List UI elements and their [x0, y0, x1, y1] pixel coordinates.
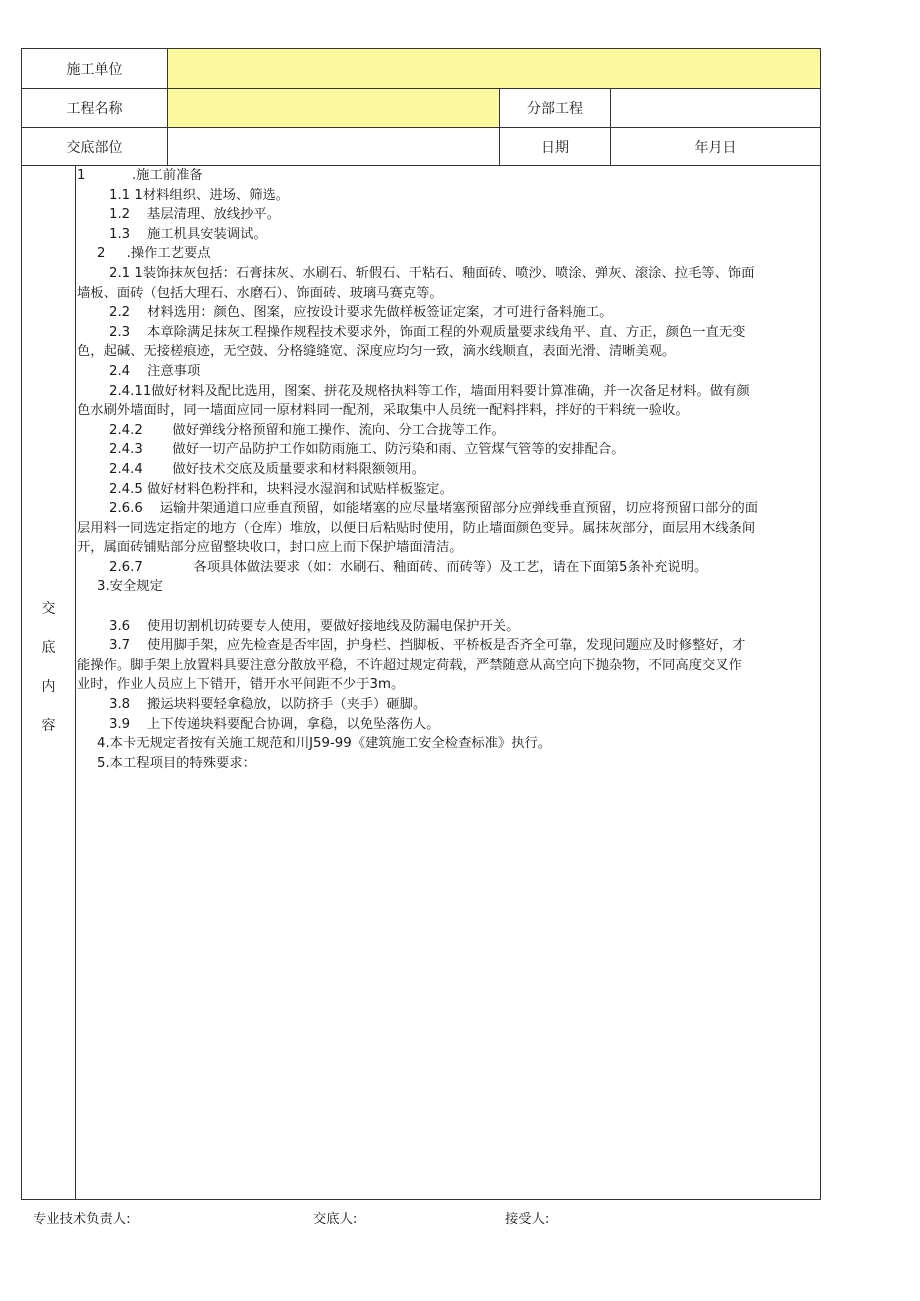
- content-line: 2.6.7 各项具体做法要求（如：水刷石、釉面砖、而砖等）及工艺，请在下面第5条补充说明。: [109, 559, 708, 575]
- content-line: 2.4.5 做好材料色粉拌和，块料浸水湿润和试贴样板鉴定。: [109, 481, 453, 497]
- content-line: 2.4.11做好材料及配比选用，图案、拼花及规格执料等工作，墙面用料要计算准确，并一次备足材料。做有颜: [109, 383, 750, 399]
- side-char: 交: [41, 601, 56, 617]
- content-line: 开，属面砖铺贴部分应留整块收口，封口应上而下保护墙面清洁。: [77, 540, 463, 556]
- content-line: 色，起碱、无接槎痕迹，无空鼓、分格缝缝宽、深度应均匀一致，滴水线顺直，表面光滑、清晰美观。: [77, 344, 676, 360]
- content-line: 墙板、面砖（包括大理石、水磨石）、饰面砖、玻璃马赛克等。: [77, 285, 443, 301]
- content-line: 4.本卡无规定者按有关施工规范和川J59-99《建筑施工安全检查标准》执行。: [97, 736, 552, 752]
- issuer-signature: 交底人:: [313, 1212, 358, 1227]
- content-line: 2.1 1装饰抹灰包括：石膏抹灰、水刷石、斩假石、干粘石、釉面砖、喷沙、喷涂、弹灰、滚涂、拉毛等、饰面: [109, 265, 755, 281]
- row-construction-unit: [22, 49, 820, 89]
- date-label: 日期: [500, 128, 611, 165]
- row-part-date: [22, 128, 820, 166]
- project-label: 工程名称: [22, 89, 168, 127]
- content-line: 业时，作业人员应上下错开，错开水平间距不少于3m。: [77, 677, 405, 693]
- content-line: 色水刷外墙面时，同一墙面应同一原材料同一配剂，采取集中人员统一配料拌料，拌好的干料统一验收。: [77, 403, 689, 419]
- content-line: 1.3 施工机具安装调试。: [109, 226, 267, 242]
- side-char: 底: [41, 640, 56, 656]
- disclosure-content-area: [22, 166, 820, 1199]
- side-char: 容: [41, 718, 56, 734]
- content-line: 2.2 材料选用：颜色、图案，应按设计要求先做样板签证定案，才可进行备料施工。: [109, 305, 613, 321]
- content-line: 2.4.3 做好一切产品防护工作如防雨施工、防污染和雨、立管煤气管等的安排配合。: [109, 442, 625, 458]
- content-line: 3.6 使用切割机切砖要专人使用，要做好接地线及防漏电保护开关。: [109, 618, 520, 634]
- row-project-name: [22, 89, 820, 128]
- content-line: 3.7 使用脚手架，应先检查是否牢固，护身栏、挡脚板、平桥板是否齐全可靠，发现问题应及时修整好，才: [109, 638, 746, 654]
- content-line: 5.本工程项目的特殊要求：: [97, 755, 256, 771]
- part-field[interactable]: [168, 128, 500, 165]
- content-line: 3.9 上下传递块料要配合协调，拿稳，以免坠落伤人。: [109, 716, 440, 732]
- content-line: 1.2 基层清理、放线抄平。: [109, 207, 281, 223]
- content-line: 能操作。脚手架上放置料具要注意分散放平稳，不许超过规定荷载，严禁随意从高空向下抛杂物，不同高度交叉作: [77, 657, 742, 673]
- content-body[interactable]: [77, 166, 820, 1199]
- part-label: 交底部位: [22, 128, 168, 165]
- content-line: 2.3 本章除满足抹灰工程操作规程技术要求外，饰面工程的外观质量要求线角平、直、方正，颜色一直无变: [109, 324, 746, 340]
- tech-lead-signature: 专业技术负责人:: [33, 1212, 131, 1227]
- content-line: 3.8 搬运块料要轻拿稳放，以防挤手（夹手）砸脚。: [109, 697, 427, 713]
- content-line: 1.1 1材料组织、进场、筛选。: [109, 187, 290, 203]
- content-line: 2.6.6 运输井架通道口应垂直预留，如能堵塞的应尽量堵塞预留部分应弹线垂直预留，切应将预留口部分的面: [109, 501, 759, 517]
- content-line: 2.4 注意事项: [109, 363, 201, 379]
- content-line: 2.4.2 做好弹线分格预留和施工操作、流向、分工合拢等工作。: [109, 422, 505, 438]
- side-label: [22, 166, 76, 1199]
- unit-field[interactable]: [168, 49, 820, 88]
- content-line: 2 .操作工艺要点: [97, 246, 211, 262]
- sub-project-label: 分部工程: [500, 89, 611, 127]
- side-char: 内: [41, 679, 56, 695]
- content-line: 2.4.4 做好技术交底及质量要求和材料限额领用。: [109, 461, 426, 477]
- content-line: 层用料一同选定指定的地方（仓库）堆放，以便日后粘贴时使用，防止墙面颜色变异。属抹灰部分，面层用木线条间: [77, 520, 756, 536]
- date-field[interactable]: 年月日: [694, 139, 737, 156]
- project-field[interactable]: [168, 89, 500, 127]
- receiver-signature: 接受人:: [505, 1212, 550, 1227]
- unit-label: 施工单位: [22, 49, 168, 88]
- content-spacer: [77, 597, 820, 617]
- content-line: 1 .施工前准备: [77, 168, 203, 183]
- sub-project-field[interactable]: [611, 89, 820, 127]
- content-line: 3.安全规定: [97, 579, 163, 595]
- disclosure-form: [21, 48, 821, 1200]
